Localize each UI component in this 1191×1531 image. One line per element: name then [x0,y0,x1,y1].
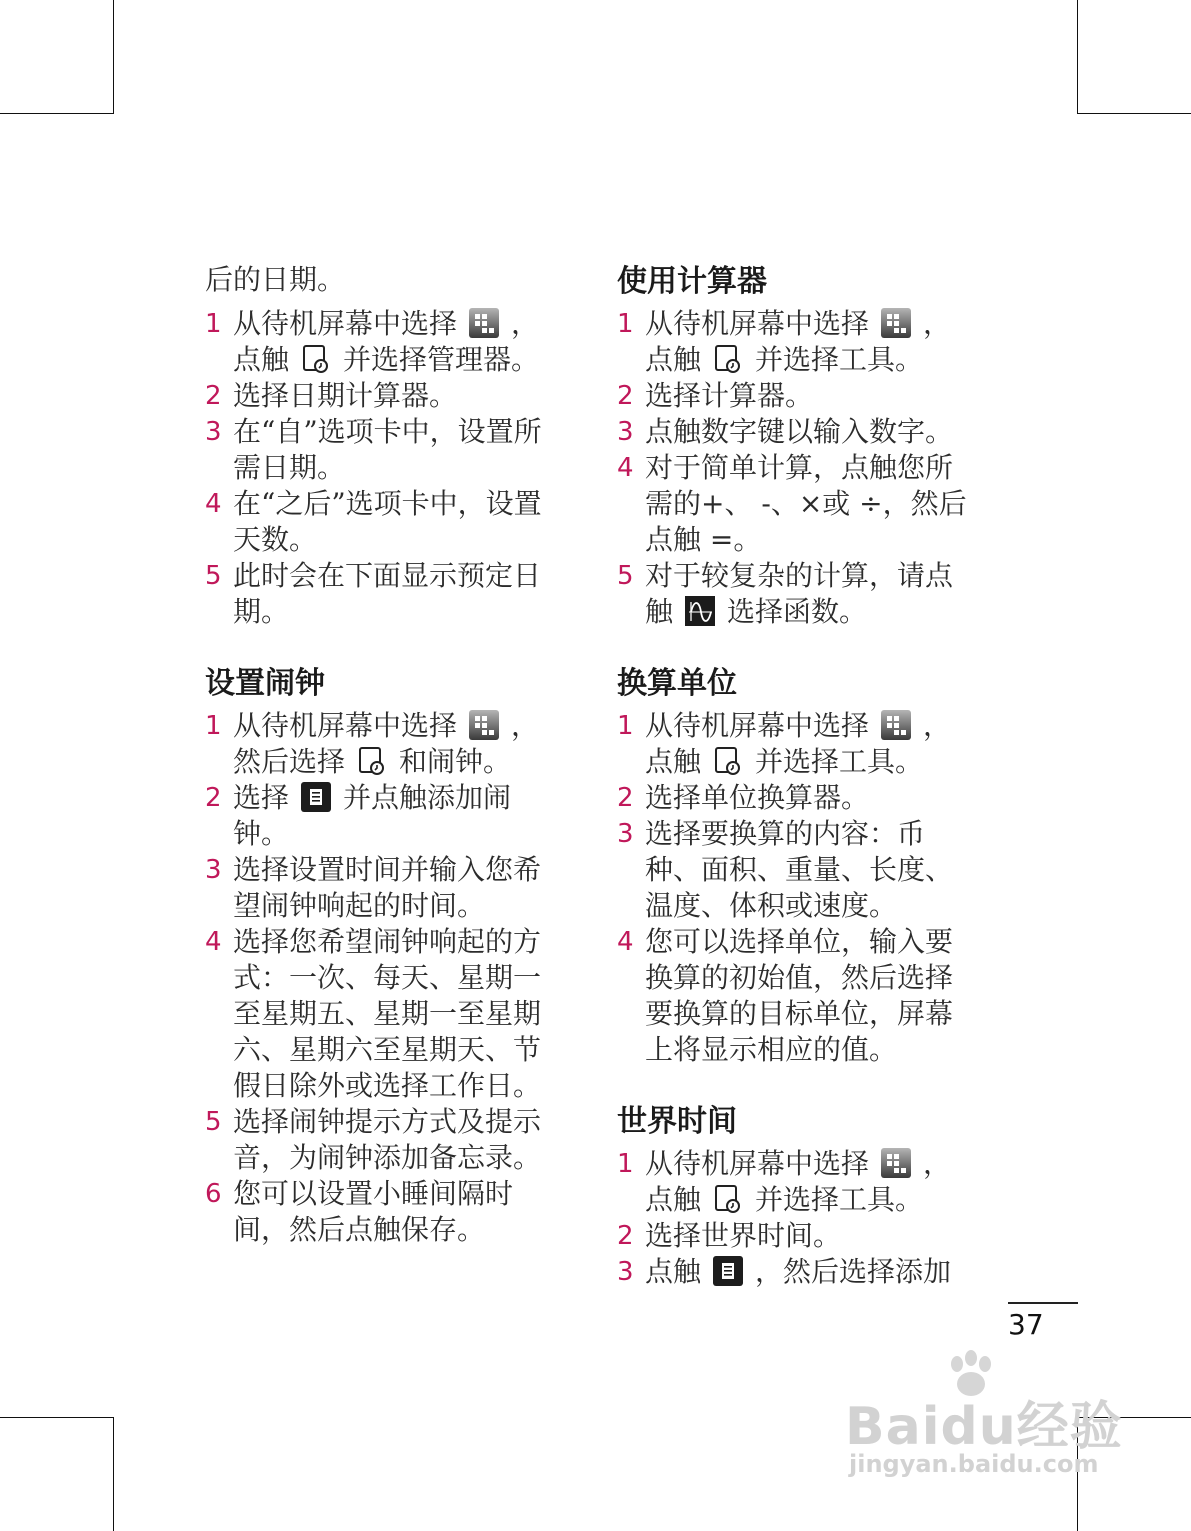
step-item [617,558,977,630]
step-text: 从待机屏幕中选择 [645,1147,870,1180]
watermark-url: jingyan.baidu.com [849,1450,1099,1478]
step-text: 选择闹钟提示方式及提示音，为闹钟添加备忘录。 [233,1105,542,1174]
step-text: 从待机屏幕中选择 [645,709,870,742]
section-spacer [617,630,977,664]
step-text: 和闹钟。 [399,745,512,778]
menu-grid-icon [881,1148,911,1178]
step-text: 并选择工具。 [755,1183,924,1216]
world-time-steps [617,1146,977,1290]
crop-mark-top-right-v [1077,0,1078,114]
step-text: ，然后选择添加 [755,1255,952,1288]
crop-mark-bottom-left-h [0,1417,114,1418]
left-column [205,262,550,1248]
step-item [205,306,550,378]
step-item [205,558,550,630]
step-item [205,1176,550,1248]
step-text: 并点触添加闹钟。 [233,781,512,850]
step-number: 4 [205,489,222,519]
step-number: 5 [617,561,634,591]
menu-grid-icon [881,308,911,338]
page-number: 37 [1008,1302,1078,1341]
step-item [617,414,977,450]
section-heading-calculator: 使用计算器 [617,264,767,299]
step-text: 您可以设置小睡间隔时间，然后点触保存。 [233,1177,514,1246]
step-text: 选择世界时间。 [645,1219,842,1252]
step-number: 4 [617,927,634,957]
crop-mark-top-right-h [1077,113,1191,114]
step-number: 1 [617,711,634,741]
menu-grid-icon [469,308,499,338]
step-text: 对于较复杂的计算，请点触 [645,559,954,628]
step-number: 5 [205,1107,222,1137]
watermark-logo: Baidu经验 [845,1397,1123,1457]
step-text: 并选择工具。 [755,343,924,376]
menu-grid-icon [469,710,499,740]
step-item [205,486,550,558]
unit-converter-steps [617,708,977,1068]
step-number: 1 [617,1149,634,1179]
step-text: 从待机屏幕中选择 [233,307,458,340]
step-item [617,924,977,1068]
right-column [617,262,977,1290]
step-text: 选择单位换算器。 [645,781,870,814]
step-number: 3 [617,1257,634,1287]
step-number: 6 [205,1179,222,1209]
step-text: 选择设置时间并输入您希望闹钟响起的时间。 [233,853,542,922]
step-number: 4 [205,927,222,957]
step-number: 3 [617,819,634,849]
step-text: 您可以选择单位，输入要换算的初始值，然后选择要换算的目标单位，屏幕上将显示相应的值。 [645,925,954,1066]
step-number: 2 [205,381,222,411]
date-calculator-steps [205,306,550,630]
step-number: 4 [617,453,634,483]
step-item [205,414,550,486]
step-text: 并选择管理器。 [343,343,540,376]
step-number: 2 [617,783,634,813]
step-text: ，然后选择 [233,709,540,778]
step-item [617,378,977,414]
step-text: 选择您希望闹钟响起的方式：一次、每天、星期一至星期五、星期一至星期六、星期六至星期天、节假日除外或选择工作日。 [233,925,542,1102]
organizer-icon [357,746,387,776]
step-number: 2 [205,783,222,813]
calculator-steps [617,306,977,630]
step-text: ，点触 [645,307,952,376]
step-text: 在“之后”选项卡中，设置天数。 [233,487,542,556]
step-text: 点触数字键以输入数字。 [645,415,954,448]
watermark [845,1350,1125,1490]
step-item [205,924,550,1104]
step-number: 1 [205,711,222,741]
step-text: 选择要换算的内容：币种、面积、重量、长度、温度、体积或速度。 [645,817,954,922]
step-item [205,1104,550,1176]
step-item [617,450,977,558]
step-number: 2 [617,381,634,411]
crop-mark-top-left-h [0,113,114,114]
crop-mark-top-left-v [113,0,114,114]
step-item [617,816,977,924]
section-heading-world-time: 世界时间 [617,1104,737,1139]
step-item [205,378,550,414]
step-text: 选择日期计算器。 [233,379,458,412]
step-item [205,780,550,852]
step-item [617,1254,977,1290]
organizer-icon [301,344,331,374]
step-text: 从待机屏幕中选择 [645,307,870,340]
section-heading-unit-converter: 换算单位 [617,666,737,701]
step-text: 从待机屏幕中选择 [233,709,458,742]
section-heading-alarm: 设置闹钟 [205,666,325,701]
step-number: 3 [617,417,634,447]
alarm-steps [205,708,550,1248]
step-text: 对于简单计算，点触您所需的+、 -、×或 ÷，然后点触 =。 [645,451,967,556]
organizer-icon [713,1184,743,1214]
step-text: 点触 [645,1255,702,1288]
step-item [617,1146,977,1218]
step-text: ，点触 [645,1147,952,1216]
step-text: 此时会在下面显示预定日期。 [233,559,542,628]
step-text: 选择计算器。 [645,379,814,412]
step-item [617,708,977,780]
step-item [617,780,977,816]
step-text: 选择 [233,781,290,814]
step-number: 1 [205,309,222,339]
section-spacer [617,1068,977,1102]
lead-text: 后的日期。 [205,263,346,296]
step-item [205,708,550,780]
function-icon [685,596,715,626]
step-text: 选择函数。 [727,595,868,628]
step-item [205,852,550,924]
step-item [617,306,977,378]
section-spacer [205,630,550,664]
step-number: 1 [617,309,634,339]
step-number: 3 [205,855,222,885]
organizer-icon [713,344,743,374]
step-number: 3 [205,417,222,447]
step-text: 在“自”选项卡中，设置所需日期。 [233,415,542,484]
step-number: 2 [617,1221,634,1251]
organizer-icon [713,746,743,776]
options-menu-icon [713,1256,743,1286]
step-text: ，点触 [645,709,952,778]
options-menu-icon [301,782,331,812]
step-item [617,1218,977,1254]
step-number: 5 [205,561,222,591]
step-text: 并选择工具。 [755,745,924,778]
menu-grid-icon [881,710,911,740]
step-text: ，点触 [233,307,540,376]
crop-mark-bottom-left-v [113,1417,114,1531]
